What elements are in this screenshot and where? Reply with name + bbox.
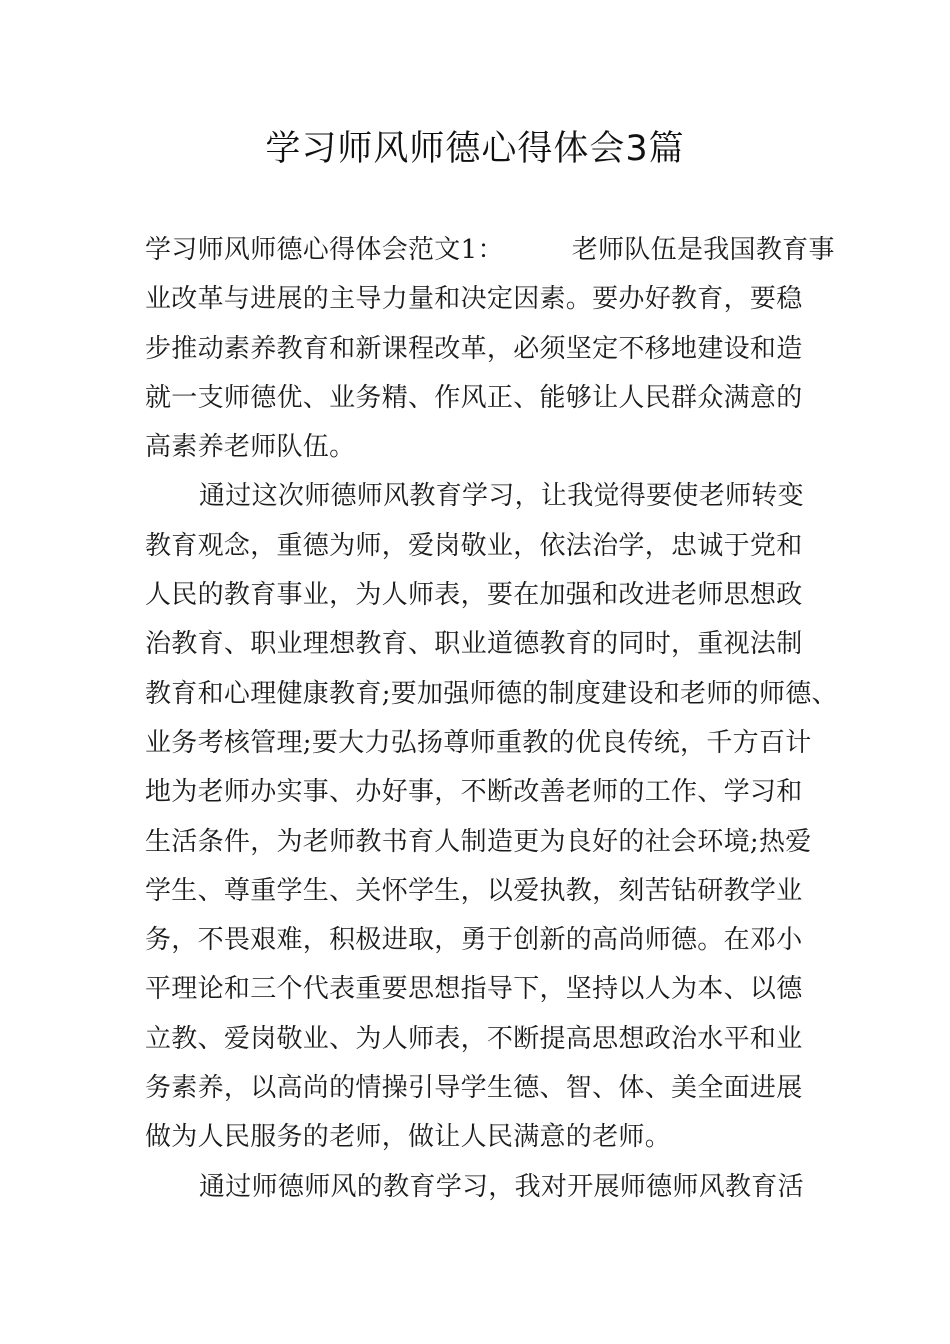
document-body [145, 226, 838, 1212]
body-line: 教育和心理健康教育;要加强师德的制度建设和老师的师德、 [145, 678, 838, 709]
body-line: 教育观念，重德为师，爱岗敬业，依法治学，忠诚于党和 [145, 530, 803, 561]
body-line: 人民的教育事业，为人师表，要在加强和改进老师思想政 [145, 580, 803, 611]
body-line: 平理论和三个代表重要思想指导下，坚持以人为本、以德 [145, 974, 803, 1005]
body-line-rest: 老师队伍是我国教育事 [571, 235, 835, 265]
document-title: 学习师风师德心得体会3篇 [265, 129, 685, 169]
body-line: 学生、尊重学生、关怀学生，以爱执教，刻苦钻研教学业 [145, 875, 803, 906]
body-line: 做为人民服务的老师，做让人民满意的老师。 [145, 1122, 672, 1153]
body-line: 立教、爱岗敬业、为人师表，不断提高思想政治水平和业 [145, 1023, 803, 1054]
body-line: 步推动素养教育和新课程改革，必须坚定不移地建设和造 [145, 333, 803, 364]
body-line: 务，不畏艰难，积极进取，勇于创新的高尚师德。在邓小 [145, 925, 803, 956]
body-line: 通过师德师风的教育学习，我对开展师德师风教育活 [199, 1171, 804, 1202]
body-line: 地为老师办实事、办好事，不断改善老师的工作、学习和 [145, 777, 803, 808]
body-line: 业改革与进展的主导力量和决定因素。要办好教育，要稳 [145, 284, 803, 315]
body-line [145, 226, 835, 275]
body-line-lead: 学习师风师德心得体会范文1： [145, 235, 504, 265]
body-line: 治教育、职业理想教育、职业道德教育的同时，重视法制 [145, 629, 803, 660]
body-line: 就一支师德优、业务精、作风正、能够让人民群众满意的 [145, 382, 803, 413]
body-line: 务素养，以高尚的情操引导学生德、智、体、美全面进展 [145, 1073, 803, 1104]
body-line: 业务考核管理;要大力弘扬尊师重教的优良传统，千方百计 [145, 727, 812, 758]
body-line: 生活条件，为老师教书育人制造更为良好的社会环境;热爱 [145, 826, 812, 857]
body-line: 通过这次师德师风教育学习，让我觉得要使老师转变 [199, 481, 804, 512]
body-line: 高素养老师队伍。 [145, 432, 356, 463]
